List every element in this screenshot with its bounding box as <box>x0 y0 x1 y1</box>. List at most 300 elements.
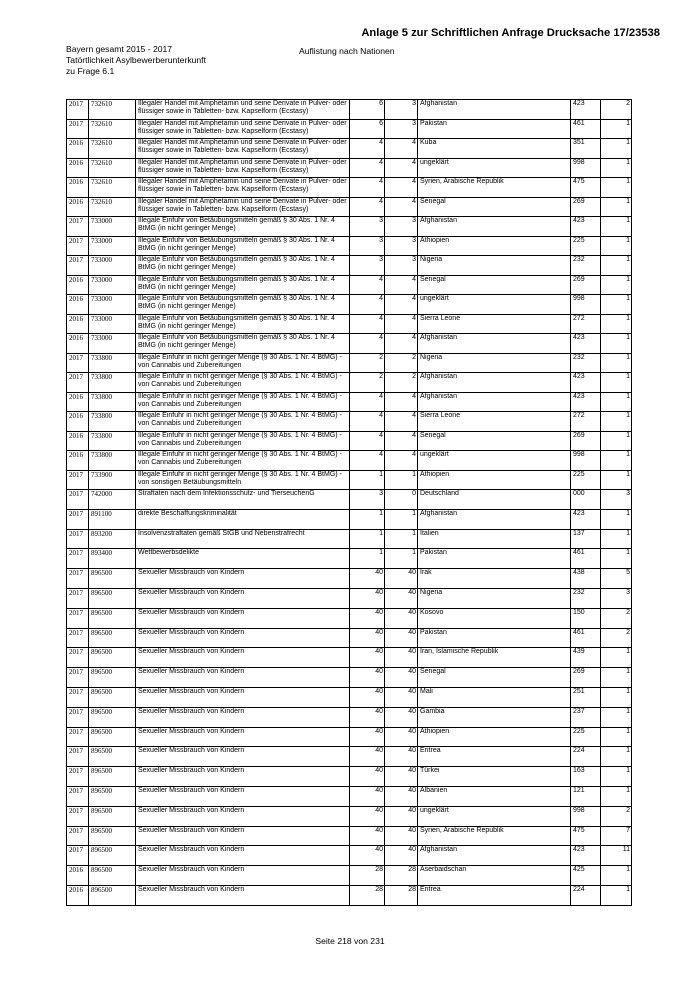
case-count-cell: 3 <box>350 256 385 276</box>
nation-code-cell: 423 <box>571 392 601 412</box>
offense-key-cell: 896500 <box>89 687 136 707</box>
table-row <box>67 687 632 707</box>
nationality-cell: Senegal <box>418 431 571 451</box>
nationality-count-cell: 3 <box>601 588 632 608</box>
offense-key-cell: 733800 <box>89 392 136 412</box>
offense-cell: Illegaler Handel mit Amphetamin und seine Derivate in Pulver- oder flüssiger sowie in Tabletten- bzw. Kapselform (Ecstasy) <box>136 139 350 159</box>
nationality-count-cell: 1 <box>601 217 632 237</box>
suspect-count-cell: 4 <box>385 275 418 295</box>
offense-cell: Wettbewerbsdelikte <box>136 549 350 569</box>
nation-code-cell: 232 <box>571 353 601 373</box>
suspect-count-cell: 4 <box>385 158 418 178</box>
year-cell: 2017 <box>67 588 89 608</box>
case-count-cell: 40 <box>350 826 385 846</box>
case-count-cell: 1 <box>350 549 385 569</box>
nationality-count-cell: 1 <box>601 431 632 451</box>
offense-key-cell: 896500 <box>89 648 136 668</box>
table-row <box>67 217 632 237</box>
nation-code-cell: 225 <box>571 236 601 256</box>
table-row <box>67 866 632 886</box>
year-cell: 2016 <box>67 866 89 886</box>
nationality-count-cell: 1 <box>601 747 632 767</box>
table-row <box>67 100 632 120</box>
year-cell: 2017 <box>67 727 89 747</box>
nationality-cell: Pakistan <box>418 119 571 139</box>
case-count-cell: 6 <box>350 100 385 120</box>
offense-key-cell: 733000 <box>89 275 136 295</box>
offense-cell: Sexueller Missbrauch von Kindern <box>136 786 350 806</box>
offense-cell: Illegale Einfuhr in nicht geringer Menge (§ 30 Abs. 1 Nr. 4 BtMG) - von Cannabis und Zubereitungen <box>136 431 350 451</box>
offense-key-cell: 896500 <box>89 846 136 866</box>
offense-cell: Illegale Einfuhr in nicht geringer Menge (§ 30 Abs. 1 Nr. 4 BtMG) - von Cannabis und Zubereitungen <box>136 451 350 471</box>
nation-code-cell: 163 <box>571 767 601 787</box>
year-cell: 2017 <box>67 608 89 628</box>
offense-cell: Illegale Einfuhr von Betäubungsmitteln gemäß § 30 Abs. 1 Nr. 4 BtMG (in nicht geringer Menge) <box>136 236 350 256</box>
suspect-count-cell: 4 <box>385 334 418 354</box>
offense-key-cell: 733000 <box>89 314 136 334</box>
offense-key-cell: 733000 <box>89 334 136 354</box>
year-cell: 2017 <box>67 256 89 276</box>
nationality-cell: Syrien, Arabische Republik <box>418 178 571 198</box>
offense-cell: Illegale Einfuhr von Betäubungsmitteln gemäß § 30 Abs. 1 Nr. 4 BtMG (in nicht geringer Menge) <box>136 256 350 276</box>
offense-key-cell: 896500 <box>89 608 136 628</box>
nationality-cell: Gambia <box>418 707 571 727</box>
nation-code-cell: 225 <box>571 727 601 747</box>
year-cell: 2017 <box>67 668 89 688</box>
suspect-count-cell: 40 <box>385 727 418 747</box>
nation-code-cell: 423 <box>571 509 601 529</box>
nation-code-cell: 998 <box>571 295 601 315</box>
nationality-count-cell: 11 <box>601 846 632 866</box>
case-count-cell: 40 <box>350 668 385 688</box>
case-count-cell: 4 <box>350 275 385 295</box>
suspect-count-cell: 40 <box>385 806 418 826</box>
nationality-cell: Syrien, Arabische Republik <box>418 826 571 846</box>
nationality-count-cell: 1 <box>601 139 632 159</box>
nation-code-cell: 232 <box>571 256 601 276</box>
suspect-count-cell: 4 <box>385 451 418 471</box>
offense-cell: Illegale Einfuhr in nicht geringer Menge (§ 30 Abs. 1 Nr. 4 BtMG) - von Cannabis und Zubereitungen <box>136 412 350 432</box>
nation-code-cell: 237 <box>571 707 601 727</box>
case-count-cell: 40 <box>350 569 385 589</box>
year-cell: 2017 <box>67 826 89 846</box>
table-row <box>67 806 632 826</box>
suspect-count-cell: 40 <box>385 826 418 846</box>
year-cell: 2017 <box>67 470 89 490</box>
table-row <box>67 295 632 315</box>
report-listing-title: Auflistung nach Nationen <box>299 46 395 56</box>
table-row <box>67 846 632 866</box>
offense-key-cell: 733000 <box>89 236 136 256</box>
table-row <box>67 569 632 589</box>
nation-code-cell: 351 <box>571 139 601 159</box>
nationality-count-cell: 1 <box>601 412 632 432</box>
nationality-cell: Äthiopien <box>418 727 571 747</box>
year-cell: 2016 <box>67 178 89 198</box>
nationality-count-cell: 1 <box>601 119 632 139</box>
table-row <box>67 412 632 432</box>
nationality-cell: Senegal <box>418 275 571 295</box>
nationality-count-cell: 1 <box>601 373 632 393</box>
report-scope: Bayern gesamt 2015 - 2017 <box>66 44 173 54</box>
case-count-cell: 28 <box>350 866 385 886</box>
offense-key-cell: 732610 <box>89 139 136 159</box>
suspect-count-cell: 40 <box>385 707 418 727</box>
nationality-cell: Kosovo <box>418 608 571 628</box>
case-count-cell: 40 <box>350 608 385 628</box>
table-row <box>67 236 632 256</box>
offense-cell: Sexueller Missbrauch von Kindern <box>136 806 350 826</box>
case-count-cell: 40 <box>350 846 385 866</box>
page-number: Seite 218 von 231 <box>315 936 385 946</box>
table-row <box>67 786 632 806</box>
nationality-count-cell: 1 <box>601 707 632 727</box>
nation-code-cell: 269 <box>571 275 601 295</box>
case-count-cell: 1 <box>350 529 385 549</box>
suspect-count-cell: 40 <box>385 767 418 787</box>
year-cell: 2016 <box>67 197 89 217</box>
nation-code-cell: 475 <box>571 178 601 198</box>
nationality-count-cell: 5 <box>601 569 632 589</box>
nationality-count-cell: 1 <box>601 470 632 490</box>
nationality-count-cell: 1 <box>601 668 632 688</box>
case-count-cell: 40 <box>350 727 385 747</box>
offense-cell: Illegaler Handel mit Amphetamin und seine Derivate in Pulver- oder flüssiger sowie in Tabletten- bzw. Kapselform (Ecstasy) <box>136 119 350 139</box>
suspect-count-cell: 4 <box>385 139 418 159</box>
table-row <box>67 392 632 412</box>
table-row <box>67 158 632 178</box>
year-cell: 2016 <box>67 314 89 334</box>
suspect-count-cell: 40 <box>385 786 418 806</box>
case-count-cell: 3 <box>350 236 385 256</box>
table-row <box>67 885 632 905</box>
offense-cell: Sexueller Missbrauch von Kindern <box>136 648 350 668</box>
offense-cell: Illegale Einfuhr von Betäubungsmitteln gemäß § 30 Abs. 1 Nr. 4 BtMG (in nicht geringer Menge) <box>136 217 350 237</box>
nationality-count-cell: 2 <box>601 628 632 648</box>
nationality-count-cell: 1 <box>601 236 632 256</box>
suspect-count-cell: 1 <box>385 470 418 490</box>
offense-key-cell: 896500 <box>89 628 136 648</box>
suspect-count-cell: 2 <box>385 353 418 373</box>
case-count-cell: 4 <box>350 197 385 217</box>
offense-key-cell: 896500 <box>89 885 136 905</box>
nation-code-cell: 232 <box>571 588 601 608</box>
year-cell: 2016 <box>67 431 89 451</box>
nation-code-cell: 423 <box>571 373 601 393</box>
nationality-cell: Nigeria <box>418 353 571 373</box>
suspect-count-cell: 40 <box>385 846 418 866</box>
nationality-count-cell: 1 <box>601 178 632 198</box>
nationality-count-cell: 3 <box>601 490 632 510</box>
nationality-count-cell: 1 <box>601 197 632 217</box>
suspect-count-cell: 0 <box>385 490 418 510</box>
table-row <box>67 139 632 159</box>
table-row <box>67 178 632 198</box>
suspect-count-cell: 4 <box>385 178 418 198</box>
year-cell: 2017 <box>67 353 89 373</box>
year-cell: 2017 <box>67 687 89 707</box>
nationality-cell: Afghanistan <box>418 392 571 412</box>
nation-code-cell: 269 <box>571 431 601 451</box>
nationality-cell: ungeklärt <box>418 806 571 826</box>
nation-code-cell: 438 <box>571 569 601 589</box>
nationality-count-cell: 1 <box>601 509 632 529</box>
offense-cell: direkte Beschaffungskriminalität <box>136 509 350 529</box>
year-cell: 2017 <box>67 648 89 668</box>
nationality-cell: Sierra Leone <box>418 412 571 432</box>
offense-key-cell: 733800 <box>89 431 136 451</box>
suspect-count-cell: 40 <box>385 668 418 688</box>
suspect-count-cell: 1 <box>385 509 418 529</box>
case-count-cell: 3 <box>350 217 385 237</box>
offense-cell: Illegaler Handel mit Amphetamin und seine Derivate in Pulver- oder flüssiger sowie in Tabletten- bzw. Kapselform (Ecstasy) <box>136 197 350 217</box>
offense-key-cell: 732610 <box>89 197 136 217</box>
offense-key-cell: 896500 <box>89 588 136 608</box>
nationality-count-cell: 1 <box>601 885 632 905</box>
offense-key-cell: 896500 <box>89 767 136 787</box>
nationality-cell: Senegal <box>418 668 571 688</box>
nationality-count-cell: 1 <box>601 767 632 787</box>
table-row <box>67 334 632 354</box>
nation-code-cell: 998 <box>571 806 601 826</box>
offense-cell: Illegale Einfuhr in nicht geringer Menge (§ 30 Abs. 1 Nr. 4 BtMG) - von Cannabis und Zubereitungen <box>136 353 350 373</box>
offense-cell: Illegale Einfuhr in nicht geringer Menge (§ 30 Abs. 1 Nr. 4 BtMG) - von Cannabis und Zubereitungen <box>136 392 350 412</box>
offense-cell: Illegale Einfuhr in nicht geringer Menge (§ 30 Abs. 1 Nr. 4 BtMG) - von Cannabis und Zubereitungen <box>136 373 350 393</box>
nationality-cell: Afghanistan <box>418 217 571 237</box>
offense-cell: Sexueller Missbrauch von Kindern <box>136 687 350 707</box>
nation-code-cell: 998 <box>571 451 601 471</box>
case-count-cell: 28 <box>350 885 385 905</box>
offense-key-cell: 733800 <box>89 412 136 432</box>
case-count-cell: 4 <box>350 431 385 451</box>
suspect-count-cell: 40 <box>385 608 418 628</box>
nationality-cell: Afghanistan <box>418 100 571 120</box>
offense-cell: Sexueller Missbrauch von Kindern <box>136 608 350 628</box>
table-row <box>67 628 632 648</box>
table-row <box>67 767 632 787</box>
year-cell: 2017 <box>67 490 89 510</box>
nationality-cell: Äthiopien <box>418 236 571 256</box>
case-count-cell: 40 <box>350 707 385 727</box>
nationality-count-cell: 1 <box>601 727 632 747</box>
nation-code-cell: 423 <box>571 217 601 237</box>
year-cell: 2016 <box>67 412 89 432</box>
nation-code-cell: 475 <box>571 826 601 846</box>
annex-title: Anlage 5 zur Schriftlichen Anfrage Drucksache 17/23538 <box>361 27 660 39</box>
nation-code-cell: 224 <box>571 885 601 905</box>
suspect-count-cell: 3 <box>385 256 418 276</box>
suspect-count-cell: 1 <box>385 529 418 549</box>
table-row <box>67 509 632 529</box>
case-count-cell: 40 <box>350 648 385 668</box>
year-cell: 2016 <box>67 139 89 159</box>
year-cell: 2017 <box>67 217 89 237</box>
year-cell: 2016 <box>67 334 89 354</box>
nationality-cell: Pakistan <box>418 549 571 569</box>
suspect-count-cell: 4 <box>385 392 418 412</box>
table-row <box>67 668 632 688</box>
table-row <box>67 119 632 139</box>
nation-code-cell: 269 <box>571 197 601 217</box>
suspect-count-cell: 40 <box>385 569 418 589</box>
nationality-cell: Deutschland <box>418 490 571 510</box>
nationality-cell: Afghanistan <box>418 373 571 393</box>
case-count-cell: 6 <box>350 119 385 139</box>
offense-cell: Sexueller Missbrauch von Kindern <box>136 707 350 727</box>
nation-code-cell: 137 <box>571 529 601 549</box>
nationality-cell: Nigeria <box>418 256 571 276</box>
case-count-cell: 4 <box>350 158 385 178</box>
table-row <box>67 353 632 373</box>
table-row <box>67 549 632 569</box>
case-count-cell: 4 <box>350 392 385 412</box>
suspect-count-cell: 40 <box>385 588 418 608</box>
table-row <box>67 747 632 767</box>
offense-key-cell: 732610 <box>89 178 136 198</box>
offense-cell: Illegale Einfuhr von Betäubungsmitteln gemäß § 30 Abs. 1 Nr. 4 BtMG (in nicht geringer Menge) <box>136 275 350 295</box>
offense-key-cell: 893200 <box>89 529 136 549</box>
nationality-cell: Italien <box>418 529 571 549</box>
nation-code-cell: 150 <box>571 608 601 628</box>
offense-cell: Sexueller Missbrauch von Kindern <box>136 885 350 905</box>
nation-code-cell: 998 <box>571 158 601 178</box>
case-count-cell: 4 <box>350 178 385 198</box>
nation-code-cell: 269 <box>571 668 601 688</box>
table-row <box>67 727 632 747</box>
nation-code-cell: 461 <box>571 119 601 139</box>
year-cell: 2016 <box>67 451 89 471</box>
nationality-count-cell: 1 <box>601 392 632 412</box>
suspect-count-cell: 40 <box>385 747 418 767</box>
offense-key-cell: 732610 <box>89 100 136 120</box>
offense-key-cell: 732610 <box>89 119 136 139</box>
offense-key-cell: 893400 <box>89 549 136 569</box>
nationality-cell: Aserbaidschan <box>418 866 571 886</box>
nationality-count-cell: 1 <box>601 786 632 806</box>
case-count-cell: 40 <box>350 786 385 806</box>
year-cell: 2016 <box>67 885 89 905</box>
nationality-cell: Afghanistan <box>418 509 571 529</box>
case-count-cell: 40 <box>350 767 385 787</box>
nationality-count-cell: 1 <box>601 295 632 315</box>
case-count-cell: 4 <box>350 412 385 432</box>
nationality-cell: Türkei <box>418 767 571 787</box>
offense-key-cell: 896500 <box>89 786 136 806</box>
year-cell: 2017 <box>67 119 89 139</box>
year-cell: 2017 <box>67 569 89 589</box>
nationality-cell: Eritrea <box>418 747 571 767</box>
offense-cell: Sexueller Missbrauch von Kindern <box>136 846 350 866</box>
year-cell: 2017 <box>67 549 89 569</box>
nationality-cell: Afghanistan <box>418 334 571 354</box>
nation-code-cell: 272 <box>571 412 601 432</box>
nation-code-cell: 000 <box>571 490 601 510</box>
suspect-count-cell: 2 <box>385 373 418 393</box>
offense-cell: Sexueller Missbrauch von Kindern <box>136 588 350 608</box>
suspect-count-cell: 4 <box>385 431 418 451</box>
offense-key-cell: 733000 <box>89 256 136 276</box>
offense-cell: Illegale Einfuhr von Betäubungsmitteln gemäß § 30 Abs. 1 Nr. 4 BtMG (in nicht geringer Menge) <box>136 295 350 315</box>
year-cell: 2017 <box>67 236 89 256</box>
suspect-count-cell: 1 <box>385 549 418 569</box>
case-count-cell: 40 <box>350 806 385 826</box>
nation-code-cell: 121 <box>571 786 601 806</box>
nation-code-cell: 224 <box>571 747 601 767</box>
year-cell: 2017 <box>67 767 89 787</box>
offense-cell: Illegale Einfuhr von Betäubungsmitteln gemäß § 30 Abs. 1 Nr. 4 BtMG (in nicht geringer Menge) <box>136 334 350 354</box>
nationality-cell: ungeklärt <box>418 451 571 471</box>
offense-key-cell: 732610 <box>89 158 136 178</box>
nation-code-cell: 251 <box>571 687 601 707</box>
offense-key-cell: 891100 <box>89 509 136 529</box>
offense-key-cell: 733800 <box>89 353 136 373</box>
offense-cell: Sexueller Missbrauch von Kindern <box>136 767 350 787</box>
nationality-cell: Pakistan <box>418 628 571 648</box>
nation-code-cell: 461 <box>571 549 601 569</box>
offense-key-cell: 896500 <box>89 707 136 727</box>
table-row <box>67 275 632 295</box>
suspect-count-cell: 4 <box>385 197 418 217</box>
offense-key-cell: 896500 <box>89 747 136 767</box>
nationality-count-cell: 1 <box>601 529 632 549</box>
case-count-cell: 4 <box>350 334 385 354</box>
case-count-cell: 4 <box>350 451 385 471</box>
report-subject: Tatörtlichkeit Asylbewerberunterkunft <box>66 55 206 65</box>
suspect-count-cell: 3 <box>385 119 418 139</box>
case-count-cell: 1 <box>350 509 385 529</box>
table-row <box>67 608 632 628</box>
nationality-count-cell: 1 <box>601 353 632 373</box>
nationality-cell: ungeklärt <box>418 158 571 178</box>
nation-code-cell: 225 <box>571 470 601 490</box>
table-row <box>67 470 632 490</box>
nationality-cell: Sierra Leone <box>418 314 571 334</box>
offense-key-cell: 896500 <box>89 826 136 846</box>
suspect-count-cell: 40 <box>385 687 418 707</box>
nationality-count-cell: 7 <box>601 826 632 846</box>
nationality-count-cell: 2 <box>601 608 632 628</box>
offense-key-cell: 733900 <box>89 470 136 490</box>
offense-cell: Sexueller Missbrauch von Kindern <box>136 628 350 648</box>
suspect-count-cell: 3 <box>385 236 418 256</box>
case-count-cell: 40 <box>350 628 385 648</box>
suspect-count-cell: 40 <box>385 628 418 648</box>
year-cell: 2016 <box>67 275 89 295</box>
suspect-count-cell: 28 <box>385 885 418 905</box>
table-row <box>67 431 632 451</box>
offense-key-cell: 733800 <box>89 451 136 471</box>
suspect-count-cell: 3 <box>385 100 418 120</box>
nationality-count-cell: 2 <box>601 100 632 120</box>
offense-key-cell: 733000 <box>89 295 136 315</box>
case-count-cell: 40 <box>350 687 385 707</box>
offense-cell: Sexueller Missbrauch von Kindern <box>136 747 350 767</box>
nationality-count-cell: 1 <box>601 334 632 354</box>
offense-cell: Sexueller Missbrauch von Kindern <box>136 866 350 886</box>
offense-key-cell: 896500 <box>89 727 136 747</box>
table-row <box>67 707 632 727</box>
case-count-cell: 4 <box>350 314 385 334</box>
nationality-cell: Senegal <box>418 197 571 217</box>
nationality-count-cell: 1 <box>601 256 632 276</box>
table-row <box>67 373 632 393</box>
offense-cell: Illegaler Handel mit Amphetamin und seine Derivate in Pulver- oder flüssiger sowie in Tabletten- bzw. Kapselform (Ecstasy) <box>136 158 350 178</box>
year-cell: 2016 <box>67 295 89 315</box>
nationality-cell: Iran, Islamische Republik <box>418 648 571 668</box>
year-cell: 2017 <box>67 806 89 826</box>
case-count-cell: 1 <box>350 470 385 490</box>
nationality-cell: Irak <box>418 569 571 589</box>
